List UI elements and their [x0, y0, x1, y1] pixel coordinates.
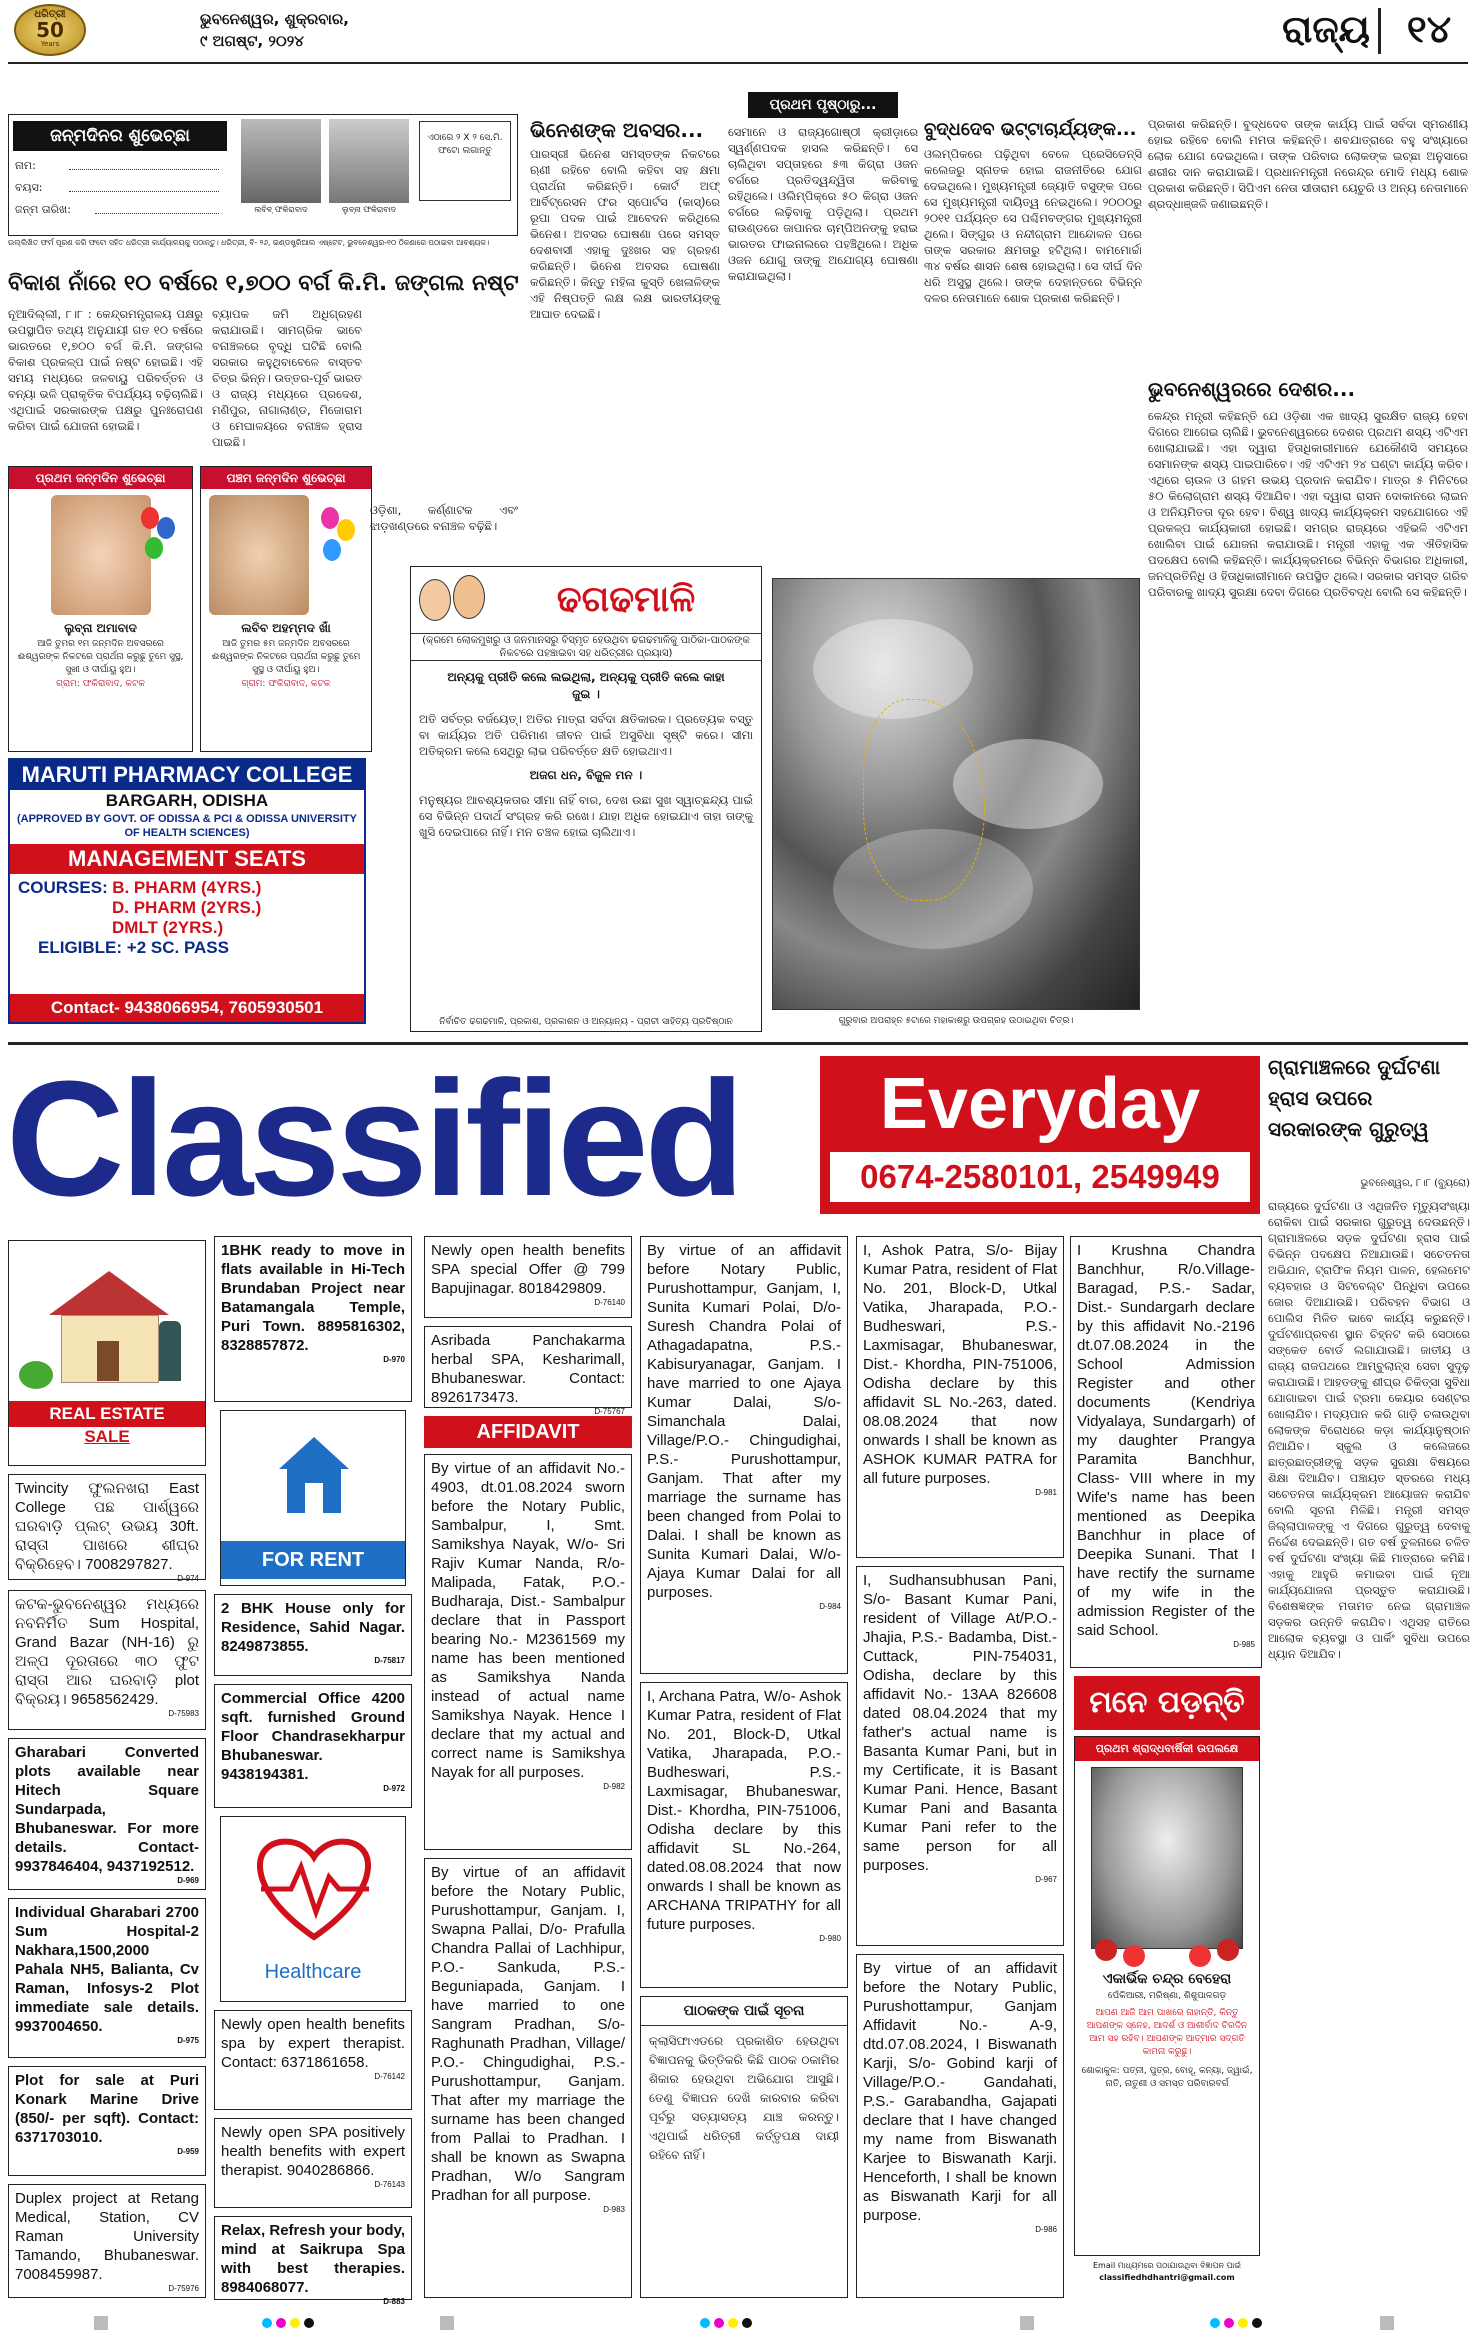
logo-text: ଧରିତ୍ରୀ [34, 9, 66, 20]
coupon-photo-name-1: ଲବିବ୍ ଫକିରାବାଦ [254, 205, 308, 214]
page-number: ୧୪ [1406, 7, 1452, 51]
balloons-icon [141, 507, 181, 587]
proverbs-credit: ନିର୍ବାଚିତ ଢଗଢମାଳି, ପ୍ରକାଶ, ପ୍ରକାଶନ ଓ ଅନ୍ୟାନ୍ୟ - ପ୍ରାଚୀ ସାହିତ୍ୟ ପ୍ରତିଷ୍ଠାନ [439, 1017, 733, 1027]
birthday-ad-1-text: ଆଜି ତୁମର ୧ମ ଜନ୍ମଦିନ ଅବସରରେ ଈଶ୍ୱରଙ୍କ ନିକଟରେ ପ୍ରାର୍ଥନା କରୁଛୁ ତୁମେ ସୁସ୍ଥ, ସୁଖୀ ଓ ଦୀର୍ଘାୟୁ ହୁଅ। [17, 639, 184, 675]
logo-years: 50 [36, 18, 64, 42]
birthday-ad-1-name: ଲୁବ୍ନା ଅମାବାଦ [64, 621, 137, 635]
affidavit-header: AFFIDAVIT [424, 1416, 632, 1448]
maruti-name: MARUTI PHARMACY COLLEGE [10, 760, 364, 790]
masthead-rule [8, 62, 1468, 64]
affidavit-swapna: By virtue of an affidavit before the Notary Public, Purushottampur, Ganjam. I, Swapna Pallai, D/o- Prafulla Chandra Pallai of Lachhipur, P.O.- Sankuda, P.S.- Beguniapada, Ganjam. I have married to one Sangram Pradhan, S/o- Raghunath Pradhan, Village/ P.O.- Chingudighai, P.S.- Purushottampur, Ganjam. That after my marriage the surname has been changed from Pallai to Pradhan. I shall be known as Swapna Pradhan, W/o Sangram Pradhan for all purpose. D-983 [424, 1858, 632, 2298]
reader-notice [640, 1996, 848, 2298]
proverb-1: ଅନ୍ୟକୁ ପ୍ରୀତି କଲେ ଲଇଥିଲା, ଅନ୍ୟକୁ ପ୍ରୀତି କଲେ କାହା ଜୁଇ । [447, 670, 725, 701]
ad-duplex: Duplex project at Retang Medical, Station, CV Raman University Tamando, Bhubaneswar. 7008459987. D-75976 [8, 2184, 206, 2298]
birthday-ad-1-photo [51, 495, 151, 615]
affidavit-sudhansu: I, Sudhansubhusan Pani, S/o- Basant Kumar Pani, resident of Village At/P.O.-Jhajia, P.S.- Badamba, Dist.-Cuttack, PIN-754031, Odisha, declare by this affidavit No.- 13AA 826608 dated 08.04.2024 that my father's actual name is Basanta Kumar Pani, but in my Certificate, it is Basant Kumar Pani. Hence, Basant Kumar Pani and Basanta Kumar Pani refer to the same person for all purposes. D-967 [856, 1566, 1064, 1946]
for-rent-banner [220, 1410, 406, 1586]
section-title: ରାଜ୍ୟ [1282, 7, 1370, 51]
proverb-1-explain: ଅତି ସର୍ବତ୍ର ବର୍ଜୟେତ୍। ଅତିର ମାତ୍ରା ସର୍ବଦା କ୍ଷତିକାରକ। ପ୍ରତ୍ୟେକ ବସ୍ତୁ ବା କାର୍ଯ୍ୟର ଅତି ପରିମାଣ ଜୀବନ ପାଇଁ ଅସୁବିଧା ସୃଷ୍ଟି କରେ। ସୀମା ଅତିକ୍ରମ କଲେ ସେଥିରୁ ଲାଭ ପରିବର୍ତ୍ତେ କ୍ଷତି ହୋଇଥାଏ। [419, 712, 753, 758]
maruti-course-1: B. PHARM (4YRS.) [112, 878, 262, 897]
dateline [200, 8, 420, 54]
logo-emblem [14, 4, 86, 56]
maruti-place: BARGARH, ODISHA [105, 791, 269, 810]
birthday-ad-2-title: ପଞ୍ଚମ ଜନ୍ମଦିନ ଶୁଭେଚ୍ଛା [201, 467, 371, 489]
affidavit-biswanath: By virtue of an affidavit before the Notary Public, Purushottampur, Ganjam Affidavit No.- A-9, dtd.07.08.2024, I Biswanath Karji, S/o- Gobind karji of Village/P.O.- Gandahati, P.S.- Garabandha, Gajapati declare that I have changed my name from Biswanath Karjee to Biswanath Karji. Henceforth, I shall be known as Biswanath Karji for all purpose. D-986 [856, 1954, 1064, 2298]
cartoon-faces-icon [419, 573, 489, 629]
email-line: Email ମାଧ୍ୟମରେ ପଠାଯାଉଥିବା ବିଜ୍ଞାପନ ପାଇଁ [1093, 2261, 1241, 2270]
notice-text: କ୍ଲାସିଫାଏଡରେ ପ୍ରକାଶିତ ହେଉଥିବା ବିଜ୍ଞାପନକୁ ଭିତ୍ତିକରି କିଛି ପାଠକ ଠକାମିର ଶିକାର ହେଉଥିବା ଅଭିଯୋଗ ଆସୁଛି। ତେଣୁ ବିଜ୍ଞାପନ ଦେଖି କାରବାର କରିବା ପୂର୍ବରୁ ସତ୍ୟାସତ୍ୟ ଯାଞ୍ଚ କରନ୍ତୁ। ଏଥିପାଇଁ ଧରିତ୍ରୀ କର୍ତ୍ତୃପକ୍ଷ ଦାୟୀ ରହିବେ ନାହିଁ। [649, 2034, 839, 2162]
ad-cuttack: କଟକ-ଭୁବନେଶ୍ୱର ମଧ୍ୟରେ ନବନିର୍ମିତ Sum Hospital, Grand Bazar (NH-16) ରୁ ଅଳ୍ପ ଦୂରତାରେ ୩୦ ଫୁଟ ରାସ୍ତା ଆର ଘରବାଡ଼ି plot ବିକ୍ରୟ। 9658562429. D-75983 [8, 1590, 206, 1730]
obit-text: ଆପଣ ଆଜି ଆମ ପାଖରେ ନାହାନ୍ତି, କିନ୍ତୁ ଆପଣଙ୍କ ସ୍ନେହ, ଆଦର୍ଶ ଓ ଆଶୀର୍ବାଦ ଚିରଦିନ ଆମ ସହ ରହିବ। ଆପଣଙ୍କ ଆତ୍ମାର ସଦ୍‌ଗତି କାମନା କରୁଛୁ। [1086, 2008, 1248, 2057]
coupon-photo-1 [241, 119, 321, 203]
forest-col-1: ନୂଆଦିଲ୍ଲୀ, ୮।୮ : କେନ୍ଦ୍ରମନ୍ତ୍ରାଳୟ ପକ୍ଷରୁ ଉପସ୍ଥାପିତ ତଥ୍ୟ ଅନୁଯାୟୀ ଗତ ୧୦ ବର୍ଷରେ ଭାରତରେ ୧,୭୦୦ ବର୍ଗ କି.ମି. ଜଙ୍ଗଲ ବିକାଶ ପ୍ରକଳ୍ପ ପାଇଁ ନଷ୍ଟ ହୋଇଛି। ଏହି ସମୟ ମଧ୍ୟରେ ଜଳବାୟୁ ପରିବର୍ତ୍ତନ ଓ ବନ୍ୟା ଭଳି ପ୍ରାକୃତିକ ବିପର୍ଯ୍ୟୟ ବଢ଼ିଚାଲିଛି। ଏଥିପାଇଁ ସରକାରଙ୍କ ପକ୍ଷରୁ ପୁନଃରୋପଣ କରିବା ପାଇଁ ଯୋଜନା ହୋଇଛି। [8, 307, 203, 433]
maruti-course-2: D. PHARM (2YRS.) [112, 898, 262, 917]
ad-individual: Individual Gharabari 2700 Sum Hospital-2 Nakhara,1500,2000 Pahala NH5, Balianta, Cv Raman, Infosys-2 Plot immediate sale details. 9937004650. D-975 [8, 1898, 206, 2058]
affidavit-samikshya: By virtue of an affidavit No.- 4903, dt.01.08.2024 sworn before the Notary Public, Sambalpur, I, Smt. Samikshya Nayak, W/o- Sri Rajiv Kumar Nanda, R/o- Malipada, Fatak, P.O.- Budharaja, Dist.- Sambalpur declare that in Passport bearing No.- M2361569 my name has been mentioned as Samikshya Nanda instead of actual name Samikshya Nayak. Hence I declare that my actual and correct name is Samikshya Nayak for all purposes. D-982 [424, 1454, 632, 1850]
satellite-image [772, 578, 1140, 1010]
classified-rule [8, 1042, 1468, 1045]
proverb-2-explain: ମନୁଷ୍ୟର ଆବଶ୍ୟକତାର ସୀମା ନାହିଁ ବାର, ଦେଖ ଉଛା ସୁଖ ସ୍ୱାଚ୍ଛନ୍ଦ୍ୟ ପାଇଁ ସେ ବିଭିନ୍ନ ପଦାର୍ଥ ସଂଗ୍ରହ କରି ରଖେ। ଯାହା ଅଧିକ ହୋଇଯାଏ ତାହା ତାଙ୍କୁ ଖୁସି ଦେଇପାରେ ନାହିଁ। ମନ ଚଞ୍ଚଳ ହୋଇ ଚାଲିଥାଏ। [419, 793, 753, 839]
masthead [0, 0, 1477, 60]
maruti-eligible: ELIGIBLE: +2 SC. PASS [38, 938, 229, 957]
rural-dateline: ଭୁବନେଶ୍ୱର, ୮।୮ (ବ୍ୟୁରୋ) [1360, 1178, 1470, 1189]
bhubaneswar-headline: ଭୁବନେଶ୍ୱରରେ ଦେଶର... [1148, 377, 1356, 401]
balloons-icon [321, 507, 361, 587]
real-estate-sub: SALE [84, 1427, 130, 1446]
masthead-divider [1378, 8, 1381, 54]
affidavit-ashok: I, Ashok Patra, S/o- Bijay Kumar Patra, resident of Flat No. 201, Block-D, Utkal Vatika, Jharapada, P.O.- Budheswari, P.S.- Laxmisagar, Bhubaneswar, Dist.- Khordha, PIN-751006, Odisha declare by this affidavit SL No.-263, dated. 08.08.2024 that now onwards I shall be known as ASHOK KUMAR PATRA for all future purposes. D-981 [856, 1236, 1064, 1558]
classified-word: Classified [6, 1047, 741, 1230]
proverbs-title: ଢଗଢମାଳି [556, 579, 696, 620]
rent-house-icon [221, 1411, 405, 1541]
ad-ghara-plots: Gharabari Converted plots available near Hitech Square Sundarpada, Bhubaneswar. For more details. Contact- 9937846404, 9437192512. D-969 [8, 1738, 206, 1890]
forest-col-3: ଓଡ଼ିଶା, କର୍ଣ୍ଣାଟକ ଏବଂ ଝାଡ଼ଖଣ୍ଡରେ ବନାଞ୍ଚଳ ବଢ଼ିଛି। [370, 503, 518, 533]
coupon-field-age: ବୟସ: [15, 181, 43, 194]
mane-padanti-banner: ମନେ ପଡ଼ନ୍ତି [1074, 1676, 1260, 1730]
healthcare-banner [220, 1816, 406, 2002]
real-estate-banner [8, 1240, 206, 1466]
rural-text: ରାଜ୍ୟରେ ଦୁର୍ଘଟଣା ଓ ଏଥିଜନିତ ମୃତ୍ୟୁସଂଖ୍ୟା ରୋକିବା ପାଇଁ ସରକାର ଗୁରୁତ୍ୱ ଦେଉଛନ୍ତି। ଗ୍ରାମାଞ୍ଚଳରେ ସଡ଼କ ଦୁର୍ଘଟଣା ହ୍ରାସ ପାଇଁ ବିଭିନ୍ନ ପଦକ୍ଷେପ ନିଆଯାଉଛି। ସଚେତନତା ଅଭିଯାନ, ଟ୍ରାଫିକ ନିୟମ ପାଳନ, ହେଲମେଟ ବ୍ୟବହାର ଓ ସିଟବେଲ୍ଟ ପିନ୍ଧିବା ଉପରେ ଜୋର ଦିଆଯାଉଛି। ପରିବହନ ବିଭାଗ ଓ ପୋଲିସ ମିଳିତ ଭାବେ କାର୍ଯ୍ୟ କରୁଛନ୍ତି। ଦୁର୍ଘଟଣାପ୍ରବଣ ସ୍ଥାନ ଚିହ୍ନଟ କରି ସେଠାରେ ସଙ୍କେତ ବୋର୍ଡ ଲଗାଯାଉଛି। ଜାତୀୟ ଓ ରାଜ୍ୟ ରାଜପଥରେ ଆମ୍ବୁଲାନ୍ସ ସେବା ସୁଦୃଢ଼ କରାଯାଉଛି। ଆହତଙ୍କୁ ଶୀଘ୍ର ଚିକିତ୍ସା ସୁବିଧା ଯୋଗାଇବା ପାଇଁ ଟ୍ରମା କେୟାର ସେଣ୍ଟର ଖୋଲାଯିବ। ମଦ୍ୟପାନ କରି ଗାଡ଼ି ଚଳାଉଥିବା ଲୋକଙ୍କ ବିରୋଧରେ କଡ଼ା କାର୍ଯ୍ୟାନୁଷ୍ଠାନ ନିଆଯିବ। ସ୍କୁଲ ଓ କଲେଜରେ ଛାତ୍ରଛାତ୍ରୀଙ୍କୁ ସଡ଼କ ସୁରକ୍ଷା ବିଷୟରେ ଶିକ୍ଷା ଦିଆଯିବ। ପଞ୍ଚାୟତ ସ୍ତରରେ ମଧ୍ୟ ସଚେତନତା କାର୍ଯ୍ୟକ୍ରମ ଆୟୋଜନ କରାଯିବ ବୋଲି ସୂଚନା ମିଳିଛି। ମନ୍ତ୍ରୀ ସମସ୍ତ ଜିଲ୍ଲାପାଳଙ୍କୁ ଏ ଦିଗରେ ଗୁରୁତ୍ୱ ଦେବାକୁ ନିର୍ଦ୍ଦେଶ ଦେଇଛନ୍ତି। ଗତ ବର୍ଷ ତୁଳନାରେ ଚଳିତ ବର୍ଷ ଦୁର୍ଘଟଣା ସଂଖ୍ୟା କିଛି ମାତ୍ରାରେ କମିଛି। ଏହାକୁ ଆହୁରି କମାଇବା ପାଇଁ ନୂଆ କାର୍ଯ୍ୟଯୋଜନା ପ୍ରସ୍ତୁତ କରାଯାଉଛି। ବିଶେଷଜ୍ଞଙ୍କ ମତାମତ ନେଇ ଗ୍ରାମାଞ୍ଚଳ ସଡ଼କର ଉନ୍ନତି କରାଯିବ। ଏଥିସହ ରାତିରେ ଆଲୋକ ବ୍ୟବସ୍ଥା ଓ ପାର୍କିଂ ସୁବିଧା ଉପରେ ଧ୍ୟାନ ଦିଆଯିବ। [1268, 1199, 1470, 1661]
everyday-box [820, 1056, 1260, 1214]
real-estate-label: REAL ESTATE [9, 1401, 205, 1427]
ad-spa-therapist: Newly open health benefits spa by expert therapist. Contact: 6371861658. D-76142 [214, 2010, 412, 2110]
heart-pulse-icon [221, 1817, 405, 1957]
buddhadeb-text: ଓଲମ୍ପିକରେ ପଢ଼ିଥିବା ବେଳେ ପ୍ରେସିଡେନ୍ସି କଲେଜରୁ ସ୍ନାତକ ହୋଇ ରାଜନୀତିରେ ଯୋଗ ଦେଇଥିଲେ। ମୁଖ୍ୟମନ୍ତ୍ରୀ ଜ୍ୟୋତି ବସୁଙ୍କ ପରେ ସେ ମୁଖ୍ୟମନ୍ତ୍ରୀ ଦାୟିତ୍ୱ ନେଇଥିଲେ। ୨୦୦୦ରୁ ୨୦୧୧ ପର୍ଯ୍ୟନ୍ତ ସେ ପଶ୍ଚିମବଙ୍ଗର ମୁଖ୍ୟମନ୍ତ୍ରୀ ଥିଲେ। ସିଙ୍ଗୁର ଓ ନନ୍ଦୀଗ୍ରାମ ଆନ୍ଦୋଳନ ପରେ ତାଙ୍କ ସରକାର କ୍ଷମତାରୁ ହଟିଥିଲା। ବାମମୋର୍ଚ୍ଚା ୩୪ ବର୍ଷର ଶାସନ ଶେଷ ହୋଇଥିଲା। ସେ ଦୀର୍ଘ ଦିନ ଧରି ଅସୁସ୍ଥ ଥିଲେ। ତାଙ୍କ ଦେହାନ୍ତରେ ବିଭିନ୍ନ ଦଳର ନେତାମାନେ ଶୋକ ପ୍ରକାଶ କରିଛନ୍ତି। [924, 147, 1142, 305]
coupon-title: ଜନ୍ମଦିନର ଶୁଭେଚ୍ଛା [13, 121, 227, 151]
print-registration-marks [0, 2310, 1477, 2336]
birthday-ad-2 [200, 466, 372, 752]
forest-headline: ବିକାଶ ନାଁରେ ୧୦ ବର୍ଷରେ ୧,୭୦୦ ବର୍ଗ କି.ମି. ଜଙ୍ଗଲ ନଷ୍ଟ [8, 271, 519, 296]
ad-relax: Relax, Refresh your body, mind at Saikrupa Spa with best therapies. 8984068077. D-883 [214, 2216, 412, 2300]
right-col-top: ପ୍ରକାଶ କରିଛନ୍ତି। ବୁଦ୍ଧଦେବ ତାଙ୍କ କାର୍ଯ୍ୟ ପାଇଁ ସର୍ବଦା ସ୍ମରଣୀୟ ହୋଇ ରହିବେ ବୋଲି ମମତା କହିଛନ୍ତି। ଶବଯାତ୍ରାରେ ବହୁ ସଂଖ୍ୟାରେ ଲୋକ ଯୋଗ ଦେଇଥିଲେ। ତାଙ୍କ ପରିବାର ଲୋକଙ୍କ ଇଚ୍ଛା ଅନୁସାରେ ଶରୀର ଦାନ କରାଯାଇଛି। ପ୍ରଧାନମନ୍ତ୍ରୀ ନରେନ୍ଦ୍ର ମୋଦି ମଧ୍ୟ ଶୋକ ପ୍ରକାଶ କରିଛନ୍ତି। ସିପିଏମ ନେତା ସୀତାରାମ ୟେଚୁରି ଓ ଅନ୍ୟ ନେତାମାନେ ଶ୍ରଦ୍ଧାଞ୍ଜଳି ଜଣାଇଛନ୍ତି। [1148, 117, 1468, 211]
birthday-ad-2-photo [209, 495, 309, 615]
birthday-ad-2-place: ଗ୍ରାମ: ଫକିରାବାଦ, କଟକ [241, 679, 331, 689]
vinesh-headline: ଭିନେଶଙ୍କ ଅବସର... [530, 118, 704, 142]
birthday-ad-2-text: ଆଜି ତୁମର ୫ମ ଜନ୍ମଦିନ ଅବସରରେ ଈଶ୍ୱରଙ୍କ ନିକଟରେ ପ୍ରାର୍ଥନା କରୁଛୁ ତୁମେ ସୁସ୍ଥ ଓ ଦୀର୍ଘାୟୁ ହୁଅ। [211, 639, 361, 675]
coupon-photo-slot: ଏଠାରେ ୨ X ୨ ସେ.ମି. ଫଟୋ ଲଗାନ୍ତୁ [419, 121, 511, 201]
maruti-approval: (APPROVED BY GOVT. OF ODISSA & PCI & ODISSA UNIVERSITY OF HEALTH SCIENCES) [16, 813, 358, 839]
logo-sub: Years [40, 40, 60, 48]
classified-phones: 0674-2580101, 2549949 [830, 1152, 1250, 1202]
front-page-label: ପ୍ରଥମ ପୃଷ୍ଠାରୁ... [748, 92, 898, 118]
obituary-ad [1074, 1736, 1260, 2256]
maruti-courses-label: COURSES: [18, 878, 108, 897]
coupon-field-name: ନାମ: [15, 159, 36, 172]
ad-rent-1bhk: 1BHK ready to move in flats available in Hi-Tech Brundaban Project near Batamangala Temple, Puri Town. 8895816302, 8328857872. D-970 [214, 1236, 412, 1402]
birthday-ad-1-place: ଗ୍ରାମ: ଫକିରାବାଦ, କଟକ [56, 679, 145, 689]
ad-twincity: Twincity ଫୁଲନଖରା East College ପଛ ପାର୍ଶ୍ୱରେ ଘରବାଡ଼ି ପ୍ଲଟ୍ ଉଭୟ 30ft. ରାସ୍ତା ପାଖରେ ଶୀଘ୍ର ବିକ୍ରିହେବ। 7008297827. D-974 [8, 1474, 206, 1580]
obit-name: ଏକାର୍ଭିକ ଚନ୍ଦ୍ର ବେହେରା [1102, 1971, 1232, 1987]
affidavit-krushna: I Krushna Chandra Banchhur, R/o.Village- Baragad, P.S.- Sadar, Dist.- Sundargarh declare by this affidavit No.-2196 dt.07.08.2024 in the School Admission Register and other documents (Kendriya Vidyalaya, Sundargarh) of my daughter Prangya Paramita Banchhur, Class- VIII where in my Wife's name has been mentioned as Deepika Banchhur in place of Deepika Sunani. That I have rectify the surname of my wife in the admission Register of the said School. D-985 [1070, 1236, 1262, 1668]
everyday-word: Everyday [879, 1064, 1201, 1144]
birthday-ad-1-title: ପ୍ରଥମ ଜନ୍ମଦିନ ଶୁଭେଚ୍ଛା [9, 467, 192, 489]
ad-house-2bhk: 2 BHK House only for Residence, Sahid Nagar. 8249873855. D-75817 [214, 1594, 412, 1676]
affidavit-archana: I, Archana Patra, W/o- Ashok Kumar Patra, resident of Flat No. 201, Block-D, Utkal Vatika, Jharapada, P.O.- Budheswari, P.S.- Laxmisagar, Bhubaneswar, Dist.- Khordha, PIN-751006, Odisha declare by this affidavit SL No.-264, dated.08.08.2024 that now onwards I shall be known as ARCHANA TRIPATHY for all future purposes. D-980 [640, 1682, 848, 1988]
coupon-field-dob: ଜନ୍ମ ତାରିଖ: [15, 203, 71, 216]
forest-col-2: ବ୍ୟାପକ ଜମି ଅଧିଗ୍ରହଣ କରାଯାଉଛି। ସାମଗ୍ରିକ ଭାବେ ବନାଞ୍ଚଳରେ ବୃଦ୍ଧି ଘଟିଛି ବୋଲି ସରକାର କହୁଥିବାବେଳେ ବାସ୍ତବ ଚିତ୍ର ଭିନ୍ନ। ଉତ୍ତର-ପୂର୍ବ ଭାରତ ଓ ରାଜ୍ୟ ମଧ୍ୟରେ ପ୍ରଦେଶ, ମଣିପୁର, ନାଗାଲାଣ୍ଡ, ମିଜୋରାମ ଓ ମେଘାଳୟରେ ବନାଞ୍ଚଳ ହ୍ରାସ ପାଇଛି। [212, 307, 363, 449]
ad-plot-puri: Plot for sale at Puri Konark Marine Drive (850/- per sqft). Contact: 6371703010. D-959 [8, 2066, 206, 2176]
bhubaneswar-text: କେନ୍ଦ୍ର ମନ୍ତ୍ରୀ କହିଛନ୍ତି ଯେ ଓଡ଼ିଶା ଏକ ଖାଦ୍ୟ ସୁରକ୍ଷିତ ରାଜ୍ୟ ହେବା ଦିଗରେ ଆଗେଇ ଚାଲିଛି। ଭୁବନେଶ୍ୱରରେ ଦେଶର ପ୍ରଥମ ଶସ୍ୟ ଏଟିଏମ ଖୋଲାଯାଇଛି। ଏହା ଦ୍ୱାରା ହିତାଧିକାରୀମାନେ ଯେକୌଣସି ସମୟରେ ସେମାନଙ୍କ ଶସ୍ୟ ପାଇପାରିବେ। ଏହି ଏଟିଏମ ୨୪ ଘଣ୍ଟା କାର୍ଯ୍ୟ କରିବ। ଏଥିରେ ଚାଉଳ ଓ ଗହମ ଉଭୟ ପ୍ରଦାନ କରାଯିବ। ମାତ୍ର ୫ ମିନିଟରେ ୫୦ କିଲୋଗ୍ରାମ ଶସ୍ୟ ଦିଆଯିବ। ଏହା ଦ୍ୱାରା ରାସନ ଦୋକାନରେ ଲାଇନ ଓ ଅନିୟମିତତା ଦୂର ହେବ। ବିଶ୍ୱ ଖାଦ୍ୟ କାର୍ଯ୍ୟକ୍ରମ ସହଯୋଗରେ ଏହି ପ୍ରକଳ୍ପ କାର୍ଯ୍ୟକାରୀ ହୋଇଛି। ସମଗ୍ର ରାଜ୍ୟରେ ଏହିଭଳି ଏଟିଏମ ଖୋଲିବା ପାଇଁ ଯୋଜନା କରାଯାଉଛି। ମନ୍ତ୍ରୀ ଏହାକୁ ଏକ ଐତିହାସିକ ପଦକ୍ଷେପ ବୋଲି କହିଛନ୍ତି। କାର୍ଯ୍ୟକ୍ରମରେ ବିଭିନ୍ନ ବିଭାଗର ଅଧିକାରୀ, ଜନପ୍ରତିନିଧି ଓ ହିତାଧିକାରୀମାନେ ଉପସ୍ଥିତ ଥିଲେ। ସରକାର ସମସ୍ତ ଗରିବ ପରିବାରକୁ ଖାଦ୍ୟ ସୁରକ୍ଷା ଦେବା ଦିଗରେ ପ୍ରତିବଦ୍ଧ ବୋଲି ସେ କହିଛନ୍ତି। [1148, 409, 1468, 599]
ad-asribada: Asribada Panchakarma herbal SPA, Kesharimall, Bhubaneswar. Contact: 8926173473. D-75767 [424, 1326, 632, 1408]
maruti-contact: Contact- 9438066954, 7605930501 [10, 994, 364, 1022]
obit-title: ପ୍ରଥମ ଶ୍ରାଦ୍ଧବାର୍ଷିକୀ ଉପଲକ୍ଷେ [1075, 1737, 1259, 1761]
email-notice [1074, 2260, 1260, 2298]
for-rent-label: FOR RENT [221, 1541, 405, 1579]
proverbs-subtitle: (କ୍ରମେ ଲୋକମୁଖରୁ ଓ ଜନମାନସରୁ ବିସ୍ମୃତ ହେଉଥିବା ଢଗଢମାଳିକୁ ପାଠିକା-ପାଠକଙ୍କ ନିକଟରେ ପହଞ୍ଚାଇବା ସହ ଧରିତ୍ରୀର ପ୍ରୟାସ) [411, 633, 761, 661]
coupon-photo-2 [329, 119, 409, 203]
buddhadeb-headline: ବୁଦ୍ଧଦେବ ଭଟ୍ଟାଚାର୍ଯ୍ୟଙ୍କ... [924, 119, 1137, 140]
house-icon [9, 1241, 205, 1401]
coupon-footnote: ଉଲ୍ଲିଖିତ ଫର୍ମ ପୂରଣ କରି ଫଟୋ ସହିତ ଧରିତ୍ରୀ କାର୍ଯ୍ୟାଳୟକୁ ପଠାନ୍ତୁ। ଧରିତ୍ରୀ, ବି- ୨୬, ଇଣ୍ଡଷ୍ଟ୍ରିଆଲ ଏଷ୍ଟେଟ, ଭୁବନେଶ୍ୱର-୧୦ ଠିକଣାରେ ପଠାଇବା ଆବଶ୍ୟକ। [8, 238, 490, 247]
proverbs-box [410, 566, 762, 1032]
obit-place: ପେଁକିଆରୀ, ମରିଷ୍ଣା, ଶିଶୁପାଳଗଡ଼ [1107, 1991, 1227, 2001]
affidavit-sunita: By virtue of an affidavit before Notary Public, Purushottampur, Ganjam, I, Sunita Kumari Polai, D/o- Suresh Chandra Polai of Athagadapatna, P.S.- Kabisuryanagar, Ganjam. I have married to one Ajaya Kumar Dalai, S/o- Simanchala Dalai, Village/P.O.- Chingudighai, P.S.- Purushottampur, Ganjam. That after my marriage the surname has been changed from Polai to Dalai. I shall be known as Sunita Kumari Dalai, W/o- Ajaya Kumar Dalai for all purposes. D-984 [640, 1236, 848, 1674]
maruti-seats: MANAGEMENT SEATS [10, 844, 364, 874]
birthday-ad-1 [8, 466, 193, 752]
front-page-text: ସେମାନେ ଓ ରାଜ୍ୟଗୋଷ୍ଠୀ କ୍ରୀଡ଼ାରେ ସ୍ୱର୍ଣ୍ଣପଦକ ହାସଲ କରିଛନ୍ତି। ସେ ଚାଲିଥିବା ସପ୍ତାହରେ ୫୩ କିଗ୍ରା ଓଜନ ବର୍ଗରେ ପ୍ରତିଦ୍ୱନ୍ଦ୍ୱିତା କରିବାକୁ ରହିଥିଲେ। ଓଲିମ୍ପିକ୍‌ରେ ୫୦ କିଗ୍ରା ଓଜନ ବର୍ଗରେ ଲଢ଼ିବାକୁ ପଡ଼ିଥିଲା। ପ୍ରଥମ ରାଉଣ୍ଡରେ ଜାପାନର ଚାମ୍ପିଅନଙ୍କୁ ହରାଇ ଭାରତର ଫାଇନାଲରେ ପହଞ୍ଚିଥିଲେ। ଅଧିକ ଓଜନ ଯୋଗୁ ତାଙ୍କୁ ଅଯୋଗ୍ୟ ଘୋଷଣା କରାଯାଇଥିଲା। [728, 125, 918, 283]
vinesh-text: ପାରସ୍ରୀ ଭିନେଶ ସମସ୍ତଙ୍କ ନିକଟରେ ଋଣୀ ରହିବେ ବୋଲି କହିବା ସହ କ୍ଷମା ପ୍ରାର୍ଥନା କରିଛନ୍ତି। କୋର୍ଟ ଅଫ୍ ଆର୍ବିଟ୍ରେସନ ଫର ସ୍ପୋର୍ଟସ (କାସ୍)ରେ ରୂପା ପଦକ ପାଇଁ ଆବେଦନ କରିଥିଲେ ଭିନେଶ। ଅବସର ଘୋଷଣା ପରେ ସମସ୍ତ ଦେଶବାସୀ ଏହାକୁ ଦୁଃଖର ସହ ଗ୍ରହଣ କରିଛନ୍ତି। ଭିନେଶ ଅବସର ଘୋଷଣା କରିଛନ୍ତି। କିନ୍ତୁ ମହିଳା କୁସ୍ତି ଖେଳାଳିଙ୍କ ଏହି ନିଷ୍ପତ୍ତି ଲକ୍ଷ ଲକ୍ଷ ଭାରତୀୟଙ୍କୁ ଆଘାତ ଦେଇଛି। [530, 147, 720, 321]
dateline-date: ୯ ଅଗଷ୍ଟ, ୨୦୨୪ [200, 32, 304, 50]
obit-photo [1091, 1767, 1243, 1949]
ad-spa-799: Newly open health benefits SPA special Offer @ 799 Bapujinagar. 8018429809. D-76140 [424, 1236, 632, 1318]
coupon-photo-name-2: ଲୁବ୍ନା ଫକିରାବାଦ [341, 205, 397, 214]
birthday-ad-2-name: ଲବିବ ଅହମ୍ମଦ ଖାଁ [241, 621, 331, 635]
notice-title: ପାଠକଙ୍କ ପାଇଁ ସୂଚନା [641, 1997, 847, 2026]
proverb-2: ଅଜଗ ଧନ, ବିଜୁଳ ମନ । [529, 768, 643, 782]
birthday-coupon [8, 114, 518, 236]
dateline-day: ଭୁବନେଶ୍ୱର, ଶୁକ୍ରବାର, [200, 10, 349, 28]
maruti-ad [8, 758, 366, 1024]
maruti-course-3: DMLT (2YRS.) [112, 918, 224, 937]
satellite-caption: ଗୁରୁବାର ଅପରାହ୍ନ ୫ଟାରେ ମହାକାଶରୁ ଉପଗ୍ରହ ଉଠାଇଥିବା ଚିତ୍ର। [838, 1016, 1074, 1026]
rural-headline: ଗ୍ରାମାଞ୍ଚଳରେ ଦୁର୍ଘଟଣା ହ୍ରାସ ଉପରେ ସରକାରଙ୍କ ଗୁରୁତ୍ୱ [1268, 1055, 1441, 1141]
flowers-icon [1075, 1939, 1259, 1969]
ad-spa-positive: Newly open SPA positively health benefits with expert therapist. 9040286866. D-76143 [214, 2118, 412, 2208]
email-address[interactable]: classifiedhdhantri@gmail.com [1099, 2273, 1235, 2282]
proverbs-header [411, 567, 761, 633]
ad-commercial: Commercial Office 4200 sqft. furnished Ground Floor Chandrasekharpur Bhubaneswar. 9438194381. D-972 [214, 1684, 412, 1808]
healthcare-label: Healthcare [264, 1961, 362, 1983]
obit-family: ଶୋକାକୁଳ: ପତ୍ନୀ, ପୁତ୍ର, ବୋହୂ, କନ୍ୟା, ଜ୍ୱାଇଁ, ନାତି, ନାତୁଣୀ ଓ ସମସ୍ତ ପରିବାରବର୍ଗ [1081, 2066, 1253, 2089]
